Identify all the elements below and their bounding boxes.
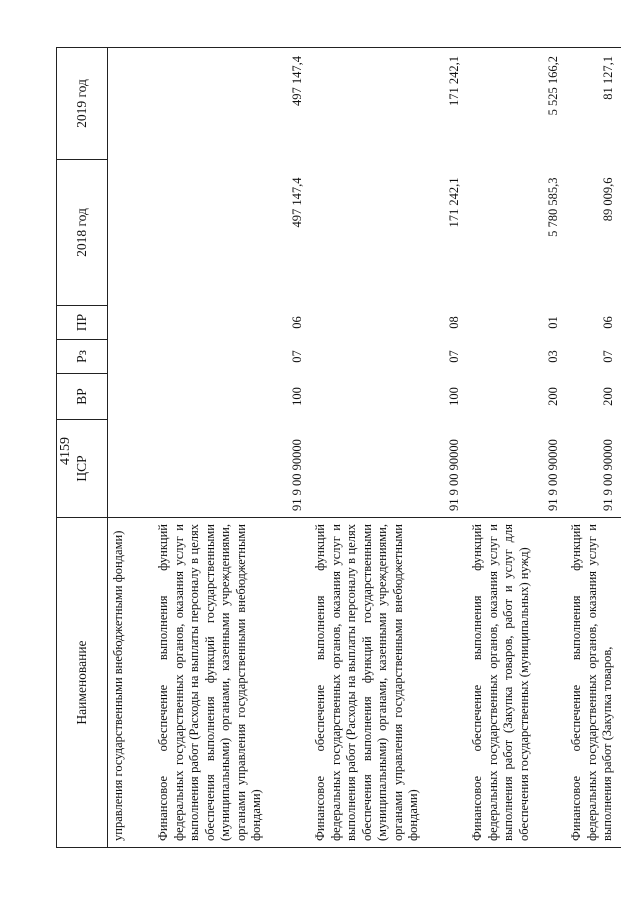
cell-pr: 06 (601, 316, 615, 329)
cell-rz: 07 (447, 350, 461, 363)
cell-pr: 08 (447, 316, 461, 329)
cell-name: Финансовое обеспечение выполнения функций федеральных государственных органов, оказания услуг и выполнения работ (Расходы на выплаты персоналу в целях обеспечения выполнения функций государственными (муниципальными) органами, казенными учреждениями, органами управления государственными внебюджетными фондами) (310, 518, 467, 848)
cell-2019: 81 127,1 (566, 48, 621, 160)
header-vr: ВР (57, 374, 108, 420)
cell-pr (108, 306, 154, 340)
cell-vr (108, 374, 154, 420)
cell-2018: 497 147,4 (290, 177, 304, 228)
cell-pr: 01 (546, 316, 560, 329)
cell-2018 (108, 160, 154, 306)
cell-rz (108, 340, 154, 374)
table-row (310, 48, 467, 848)
cell-csr: 91 9 00 90000 (601, 439, 615, 511)
cell-2019: 5 525 166,2 (467, 48, 566, 160)
cell-name: Финансовое обеспечение выполнения функций федеральных государственных органов, оказания услуг и выполнения работ (Расходы на выплаты персоналу в целях обеспечения выполнения функций государственными (муниципальными) органами, казенными учреждениями, органами управления государственными внебюджетными фондами) (153, 518, 310, 848)
page-number: 4159 (58, 437, 73, 465)
rotated-page-content (56, 48, 615, 848)
cell-csr: 91 9 00 90000 (546, 439, 560, 511)
table-row (108, 48, 154, 848)
header-rz: Рз (57, 340, 108, 374)
cell-2018: 171 242,1 (447, 177, 461, 228)
header-2019: 2019 год (57, 48, 108, 160)
cell-csr: 91 9 00 90000 (290, 439, 304, 511)
cell-2019: 171 242,1 (310, 48, 467, 160)
header-2018: 2018 год (57, 160, 108, 306)
cell-rz: 07 (290, 350, 304, 363)
header-pr: ПР (57, 306, 108, 340)
cell-vr: 100 (447, 387, 461, 406)
table-row (467, 48, 566, 848)
cell-2019: 497 147,4 (153, 48, 310, 160)
cell-vr: 100 (290, 387, 304, 406)
header-csr: ЦСР (57, 420, 108, 518)
cell-name: управления государственными внебюджетными фондами) (108, 518, 154, 848)
cell-name: Финансовое обеспечение выполнения функций федеральных государственных органов, оказания услуг и выполнения работ (Закупка товаров, работ и услуг для обеспечения государственных (муниципальных) нужд) (467, 518, 566, 848)
cell-csr (108, 420, 154, 518)
cell-vr: 200 (546, 387, 560, 406)
cell-name: Финансовое обеспечение выполнения функций федеральных государственных органов, оказания услуг и выполнения работ (Закупка товаров, (566, 518, 621, 848)
cell-vr: 200 (601, 387, 615, 406)
table-header-row (57, 48, 108, 848)
cell-2019 (108, 48, 154, 160)
table-row (153, 48, 310, 848)
budget-table (56, 47, 621, 848)
table-row (566, 48, 621, 848)
header-name: Наименование (57, 518, 108, 848)
cell-pr: 06 (290, 316, 304, 329)
cell-csr: 91 9 00 90000 (447, 439, 461, 511)
cell-2018: 5 780 585,3 (546, 177, 560, 237)
cell-rz: 03 (546, 350, 560, 363)
cell-rz: 07 (601, 350, 615, 363)
cell-2018: 89 009,6 (601, 177, 615, 222)
